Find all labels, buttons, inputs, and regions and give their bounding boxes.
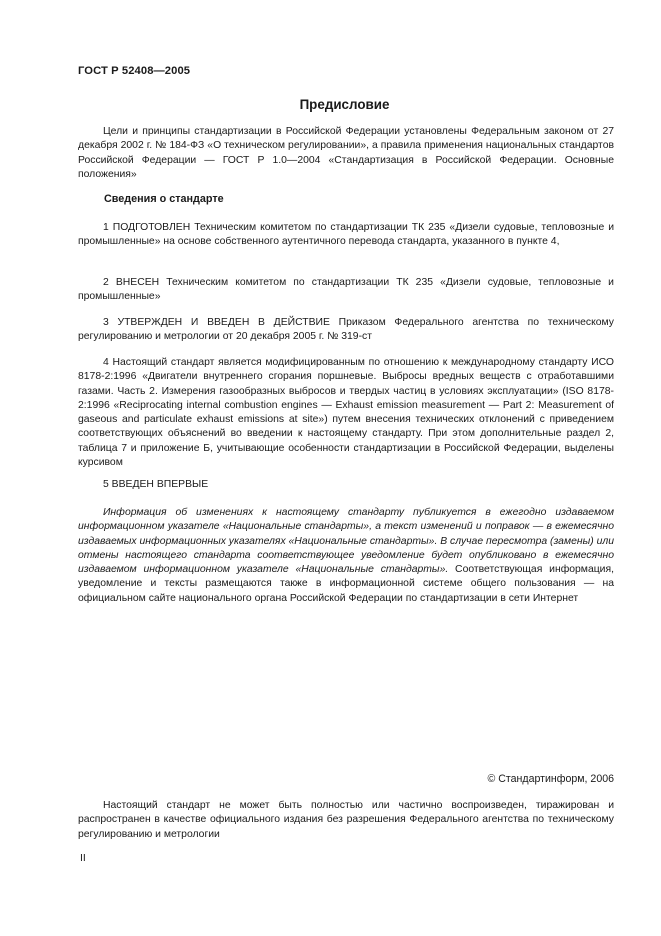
item-1-paragraph: 1 ПОДГОТОВЛЕН Техническим комитетом по стандартизации ТК 235 «Дизели судовые, тепловозные и промышленные» на основе собственного аутентичного перевода стандарта, указанного в пункте 4, [78, 222, 614, 248]
copyright-line: © Стандартинформ, 2006 [487, 773, 614, 785]
page-number: II [80, 852, 86, 864]
item-2-paragraph: 2 ВНЕСЕН Техническим комитетом по стандартизации ТК 235 «Дизели судовые, тепловозные и промышленные» [78, 277, 614, 303]
intro-paragraph: Цели и принципы стандартизации в Российской Федерации установлены Федеральным законом от 27 декабря 2002 г. № 184-ФЗ «О техническом регулировании», а правила применения национальных стандартов Российской Федерации — ГОСТ Р 1.0—2004 «Стандартизация в Российской Федерации. Основные положения» [78, 126, 614, 180]
document-id-header: ГОСТ Р 52408—2005 [78, 65, 191, 77]
notice-paragraph [78, 506, 614, 606]
item-4-paragraph: 4 Настоящий стандарт является модифицированным по отношению к международному стандарту ИСО 8178-2:1996 «Двигатели внутреннего сгорания поршневые. Выбросы вредных веществ с отработавшими газами. Часть 2. Измерения газообразных выбросов и твердых частиц в условиях эксплуатации» (ISO 8178-2:1996 «Reciprocating internal combustion engines — Exhaust emission measurement — Part 2: Measurement of gaseous and particulate exhaust emissions at site») путем внесения технических отклонений с приведением соответствующих объяснений во введении к настоящему стандарту. При этом дополнительные раздел 2, таблица 7 и приложение Б, учитывающие особенности стандартизации в Российской Федерации, выделены курсивом [78, 357, 614, 469]
page-title: Предисловие [299, 97, 390, 112]
reproduction-notice: Настоящий стандарт не может быть полностью или частично воспроизведен, тиражирован и распространен в качестве официального издания без разрешения Федерального агентства по техническому регулированию и метрологии [78, 800, 614, 840]
notice-regular-text: Соответствующая информация, уведомление и тексты размещаются также в информационной системе общего пользования — на официальном сайте национального органа Российской Федерации по стандартизации в сети Интернет [78, 564, 614, 604]
item-3-paragraph: 3 УТВЕРЖДЕН И ВВЕДЕН В ДЕЙСТВИЕ Приказом Федерального агентства по техническому регулированию и метрологии от 20 декабря 2005 г. № 319-ст [78, 317, 614, 343]
section-heading: Сведения о стандарте [104, 193, 224, 205]
item-5-paragraph: 5 ВВЕДЕН ВПЕРВЫЕ [103, 479, 209, 490]
notice-italic-text: Информация об изменениях к настоящему стандарту публикуется в ежегодно издаваемом информационном указателе «Национальные стандарты», а текст изменений и поправок — в ежемесячно издаваемых информационных указателях «Национальные стандарты». В случае пересмотра (замены) или отмены настоящего стандарта соответствующее уведомление будет опубликовано в ежемесячно издаваемом информационном указателе «Национальные стандарты». [78, 507, 614, 576]
